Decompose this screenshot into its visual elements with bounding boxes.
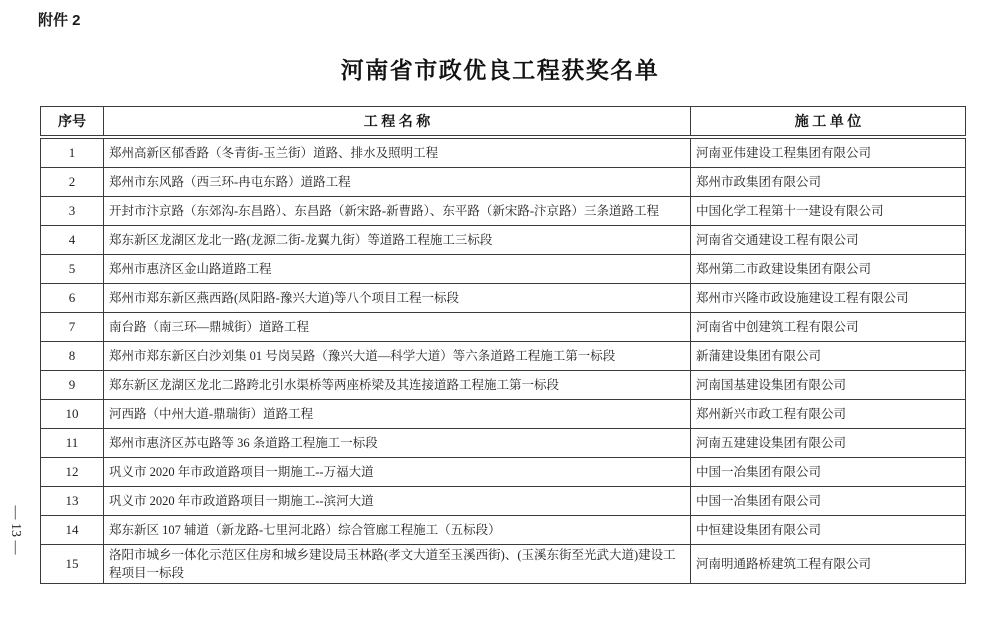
row-index-cell: 6 xyxy=(41,284,104,313)
project-name-cell: 河西路（中州大道-鼎瑞街）道路工程 xyxy=(104,400,691,429)
company-cell: 郑州第二市政建设集团有限公司 xyxy=(691,255,966,284)
project-name-cell: 巩义市 2020 年市政道路项目一期施工--滨河大道 xyxy=(104,487,691,516)
project-name-cell: 郑州高新区郁香路（冬青街-玉兰街）道路、排水及照明工程 xyxy=(104,137,691,168)
project-name-cell: 洛阳市城乡一体化示范区住房和城乡建设局玉林路(孝文大道至玉溪西街)、(玉溪东街至光武大道)建设工程项目一标段 xyxy=(104,545,691,584)
project-name-cell: 郑州市惠济区金山路道路工程 xyxy=(104,255,691,284)
table-row xyxy=(41,168,966,197)
table-row xyxy=(41,284,966,313)
row-index-cell: 3 xyxy=(41,197,104,226)
project-name-cell: 巩义市 2020 年市政道路项目一期施工--万福大道 xyxy=(104,458,691,487)
table-row xyxy=(41,255,966,284)
row-index-cell: 2 xyxy=(41,168,104,197)
table-row xyxy=(41,545,966,584)
company-cell: 郑州市政集团有限公司 xyxy=(691,168,966,197)
company-cell: 新蒲建设集团有限公司 xyxy=(691,342,966,371)
company-cell: 中恒建设集团有限公司 xyxy=(691,516,966,545)
row-index-cell: 12 xyxy=(41,458,104,487)
table-row xyxy=(41,137,966,168)
company-cell: 河南五建建设集团有限公司 xyxy=(691,429,966,458)
page-title: 河南省市政优良工程获奖名单 xyxy=(340,57,660,83)
award-table xyxy=(40,106,966,584)
table-row xyxy=(41,342,966,371)
company-cell: 河南省中创建筑工程有限公司 xyxy=(691,313,966,342)
project-name-cell: 郑州市惠济区苏屯路等 36 条道路工程施工一标段 xyxy=(104,429,691,458)
table-row xyxy=(41,197,966,226)
table-row xyxy=(41,226,966,255)
page-number: — 13 — xyxy=(8,505,23,555)
header-project-name: 工 程 名 称 xyxy=(104,107,691,138)
company-cell: 郑州市兴隆市政设施建设工程有限公司 xyxy=(691,284,966,313)
project-name-cell: 郑东新区龙湖区龙北二路跨北引水渠桥等两座桥梁及其连接道路工程施工第一标段 xyxy=(104,371,691,400)
header-construction-unit: 施 工 单 位 xyxy=(691,107,966,138)
table-row xyxy=(41,516,966,545)
row-index-cell: 9 xyxy=(41,371,104,400)
company-cell: 郑州新兴市政工程有限公司 xyxy=(691,400,966,429)
header-index: 序号 xyxy=(41,107,104,138)
row-index-cell: 1 xyxy=(41,137,104,168)
table-row xyxy=(41,458,966,487)
table-row xyxy=(41,313,966,342)
project-name-cell: 郑州市东风路（西三环-冉屯东路）道路工程 xyxy=(104,168,691,197)
project-name-cell: 开封市汴京路（东郊沟-东昌路）、东昌路（新宋路-新曹路）、东平路（新宋路-汴京路）三条道路工程 xyxy=(104,197,691,226)
row-index-cell: 4 xyxy=(41,226,104,255)
company-cell: 中国化学工程第十一建设有限公司 xyxy=(691,197,966,226)
company-cell: 河南亚伟建设工程集团有限公司 xyxy=(691,137,966,168)
project-name-cell: 南台路（南三环—鼎城街）道路工程 xyxy=(104,313,691,342)
table-row xyxy=(41,487,966,516)
project-name-cell: 郑州市郑东新区白沙刘集 01 号岗吴路（豫兴大道—科学大道）等六条道路工程施工第一标段 xyxy=(104,342,691,371)
company-cell: 中国一冶集团有限公司 xyxy=(691,458,966,487)
row-index-cell: 13 xyxy=(41,487,104,516)
company-cell: 河南国基建设集团有限公司 xyxy=(691,371,966,400)
project-name-cell: 郑东新区龙湖区龙北一路(龙源二街-龙翼九街）等道路工程施工三标段 xyxy=(104,226,691,255)
project-name-cell: 郑州市郑东新区燕西路(凤阳路-豫兴大道)等八个项目工程一标段 xyxy=(104,284,691,313)
table-row xyxy=(41,429,966,458)
company-cell: 中国一冶集团有限公司 xyxy=(691,487,966,516)
project-name-cell: 郑东新区 107 辅道（新龙路-七里河北路）综合管廊工程施工（五标段） xyxy=(104,516,691,545)
row-index-cell: 14 xyxy=(41,516,104,545)
table-row xyxy=(41,371,966,400)
row-index-cell: 11 xyxy=(41,429,104,458)
row-index-cell: 7 xyxy=(41,313,104,342)
row-index-cell: 10 xyxy=(41,400,104,429)
row-index-cell: 15 xyxy=(41,545,104,584)
company-cell: 河南明通路桥建筑工程有限公司 xyxy=(691,545,966,584)
row-index-cell: 5 xyxy=(41,255,104,284)
company-cell: 河南省交通建设工程有限公司 xyxy=(691,226,966,255)
attachment-label: 附件 2 xyxy=(38,12,81,29)
table-row xyxy=(41,400,966,429)
table-header-row xyxy=(41,107,966,138)
row-index-cell: 8 xyxy=(41,342,104,371)
